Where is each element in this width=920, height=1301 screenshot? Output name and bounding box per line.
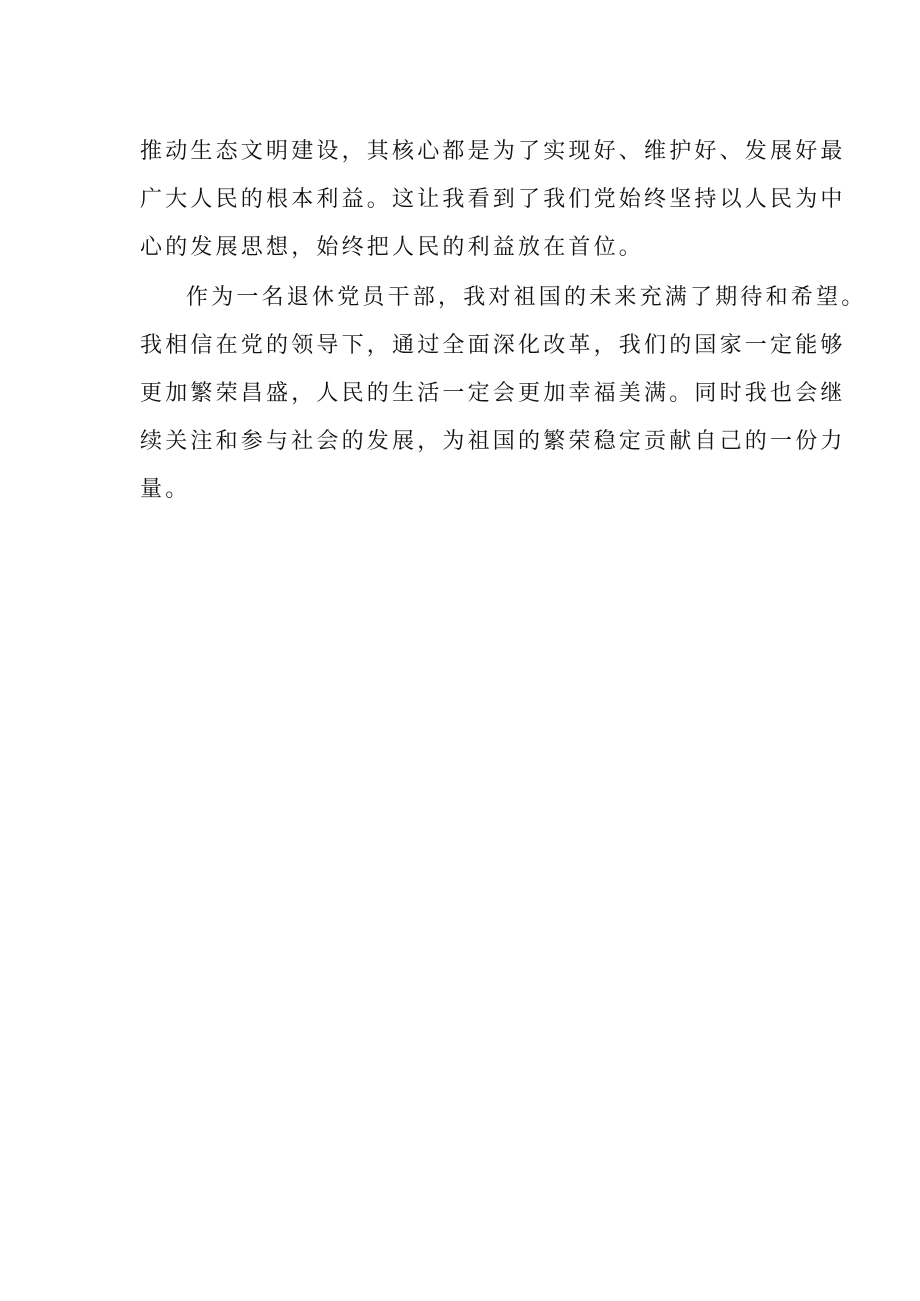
paragraph-1-line-1: 推动生态文明建设，其核心都是为了实现好、维护好、发展好最 [140, 139, 846, 164]
paragraph-1-line-2: 广大人民的根本利益。这让我看到了我们党始终坚持以人民为中 [140, 187, 846, 212]
paragraph-2-line-1: 作为一名退休党员干部，我对祖国的未来充满了期待和希望。 [186, 285, 867, 310]
paragraph-2-line-4: 续关注和参与社会的发展，为祖国的繁荣稳定贡献自己的一份力 [140, 429, 846, 454]
paragraph-1-line-3: 心的发展思想，始终把人民的利益放在首位。 [140, 235, 645, 260]
paragraph-2-line-3: 更加繁荣昌盛，人民的生活一定会更加幸福美满。同时我也会继 [140, 381, 846, 406]
paragraph-2-line-2: 我相信在党的领导下，通过全面深化改革，我们的国家一定能够 [140, 333, 846, 358]
paragraph-2-line-5: 量。 [140, 477, 191, 502]
